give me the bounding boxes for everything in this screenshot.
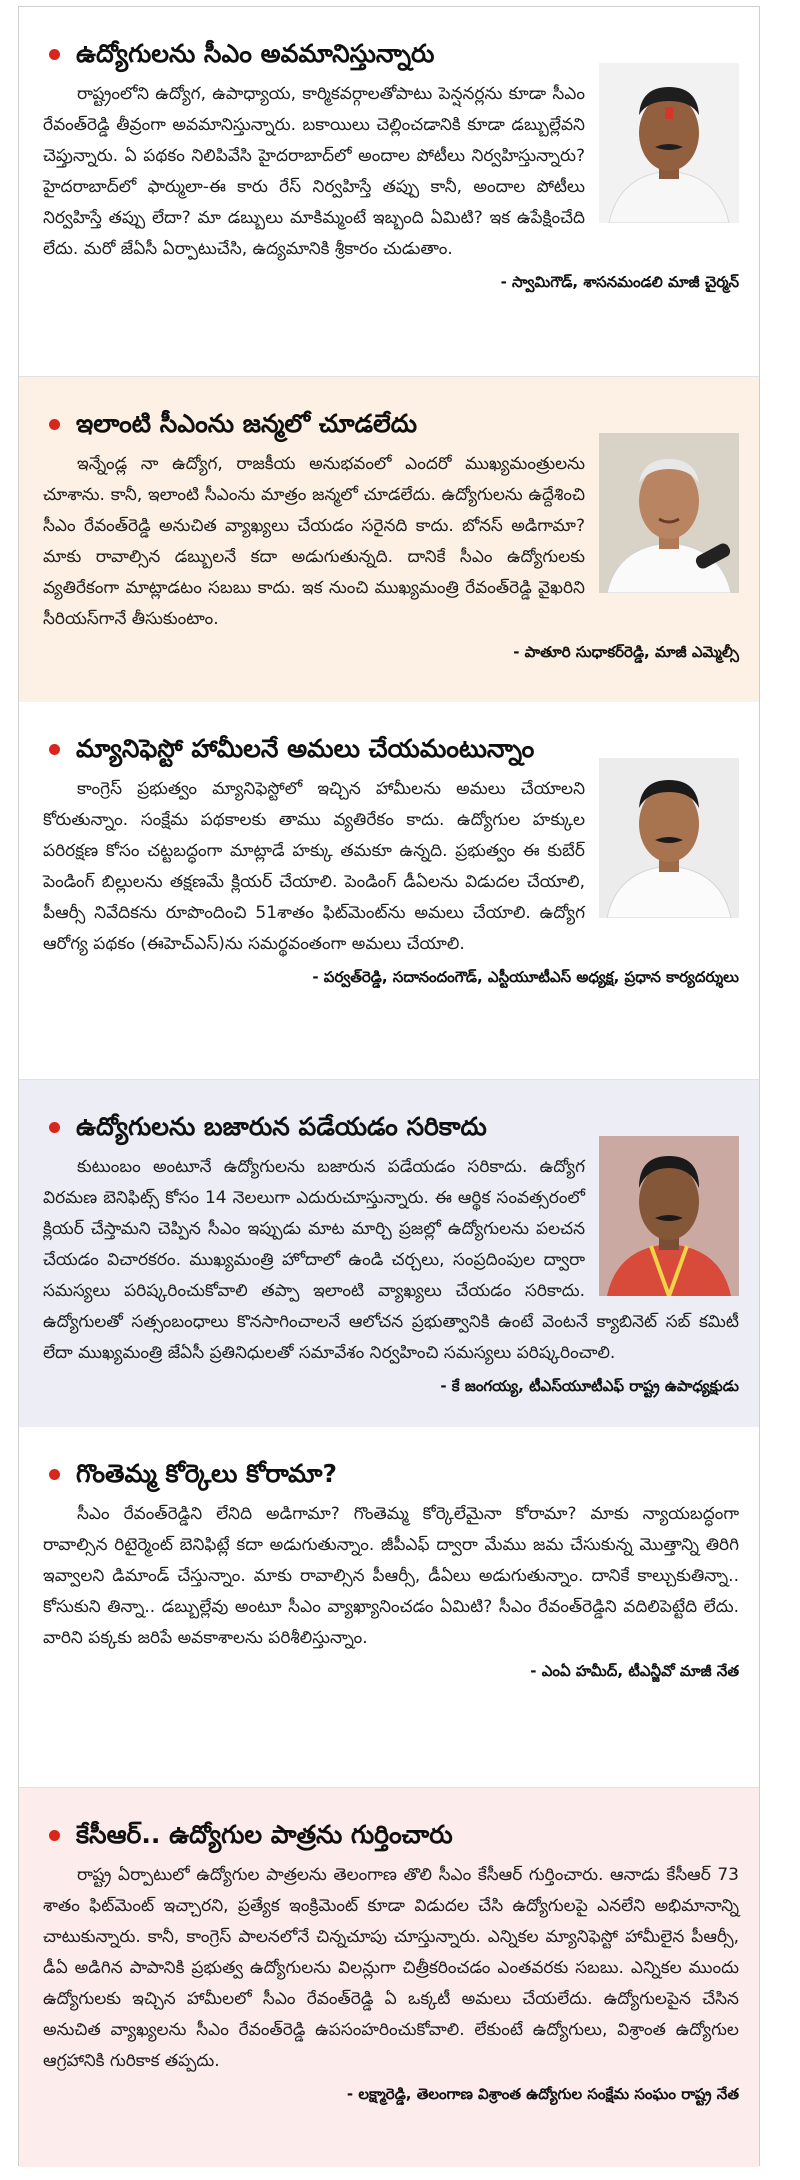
article-signature: - కే జంగయ్య, టీఎస్‌యూటీఎఫ్ రాష్ట్ర ఉపాధ్యక్షుడు	[440, 1377, 739, 1395]
article-block-3	[19, 702, 759, 1080]
article-signature: - స్వామిగౌడ్, శాసనమండలి మాజీ చైర్మన్	[500, 273, 739, 291]
article-heading-text: కేసీఆర్.. ఉద్యోగుల పాత్రను గుర్తించారు	[76, 1820, 453, 1849]
article-block-5	[19, 1427, 759, 1788]
article-body	[43, 1860, 739, 2077]
article-body-text: రాష్ట్ర ఏర్పాటులో ఉద్యోగుల పాత్రలను తెలంగాణ తొలి సీఎం కేసీఆర్ గుర్తించారు. ఆనాడు కేసీఆర్ 73 శాతం ఫిట్‌మెంట్ ఇచ్చారని, ప్రత్యేక ఇంక్రిమెంట్ కూడా విడుదల చేసి ఉద్యోగులపై ఎనలేని అభిమానాన్ని చాటుకున్నారు. కానీ, కాంగ్రెస్ పాలనలోనే చిన్నచూపు చూస్తున్నారు. ఎన్నికల మ్యానిఫెస్టో హామీలైన పీఆర్సీ, డీఏ అడిగిన పాపానికి ప్రభుత్వ ఉద్యోగులను విలన్లుగా చిత్రీకరించడం ఎంతవరకు సబబు. ఎన్నికల ముందు ఉద్యోగులకు ఇచ్చిన హామీలలో సీఎం రేవంత్‌రెడ్డి ఏ ఒక్కటీ అమలు చేయలేదు. ఉద్యోగులపైన చేసిన అనుచిత వ్యాఖ్యలను సీఎం రేవంత్‌రెడ్డి ఉపసంహరించుకోవాలి. లేకుంటే ఉద్యోగులు, విశ్రాంత ఉద్యోగుల ఆగ్రహానికి గురికాక తప్పదు.	[43, 1865, 739, 2071]
article-heading-text: మ్యానిఫెస్టో హామీలనే అమలు చేయమంటున్నాం	[76, 734, 535, 763]
article-block-2	[19, 377, 759, 702]
red-bullet-icon	[49, 744, 60, 755]
red-bullet-icon	[49, 1469, 60, 1480]
article-body-text: కుటుంబం అంటూనే ఉద్యోగులను బజారున పడేయడం సరికాదు. ఉద్యోగ విరమణ బెనిఫిట్స్ కోసం 14 నెలలుగా ఎదురుచూస్తున్నారు. ఈ ఆర్థిక సంవత్సరంలో క్లియర్ చేస్తామని చెప్పిన సీఎం ఇప్పుడు మాట మార్చి ప్రజల్లో ఉద్యోగులను పలచన చేయడం విచారకరం. ముఖ్యమంత్రి హోదాలో ఉండి చర్చలు, సంప్రదింపుల ద్వారా సమస్యలు పరిష్కరించుకోవాలి తప్పా ఇలాంటి వ్యాఖ్యలు చేయడం సరికాదు. ఉద్యోగులతో సత్సంబంధాలు కొనసాగించాలనే ఆలోచన ప్రభుత్వానికి ఉంటే వెంటనే క్యాబినెట్ సబ్ కమిటీ లేదా ముఖ్యమంత్రి జేఏసీ ప్రతినిధులతో సమావేశం నిర్వహించి సమస్యలు పరిష్కరించాలి.	[43, 1157, 739, 1363]
article-heading-text: ఇలాంటి సీఎంను జన్మలో చూడలేదు	[76, 409, 418, 438]
article-block-6	[19, 1788, 759, 2167]
news-page	[18, 6, 760, 2166]
speaker-photo	[599, 1136, 739, 1296]
article-heading-text: గొంతెమ్మ కోర్కెలు కోరామా?	[76, 1459, 338, 1488]
article-body-text: సీఎం రేవంత్‌రెడ్డిని లేనిది అడిగామా? గొంతెమ్మ కోర్కెలేమైనా కోరామా? మాకు న్యాయబద్ధంగా రావాల్సిన రిటైర్మెంట్ బెనిఫిట్లే కదా అడుగుతున్నాం. జీపీఎఫ్ ద్వారా మేము జమ చేసుకున్న మొత్తాన్ని తిరిగి ఇవ్వాలని డిమాండ్ చేస్తున్నాం. మాకు రావాల్సిన పీఆర్సీ, డీఏలు అడుగుతున్నాం. దానికే కాల్చుకుతిన్నా.. కోసుకుని తిన్నా.. డబ్బుల్లేవు అంటూ సీఎం వ్యాఖ్యానించడం ఏమిటి? సీఎం రేవంత్‌రెడ్డిని వదిలిపెట్టేది లేదు. వారిని పక్కకు జరిపే అవకాశాలను పరిశీలిస్తున్నాం.	[43, 1504, 739, 1648]
article-body-text: కాంగ్రెస్ ప్రభుత్వం మ్యానిఫెస్టోలో ఇచ్చిన హామీలను అమలు చేయాలని కోరుతున్నాం. సంక్షేమ పథకాలకు తాము వ్యతిరేకం కాదు. ఉద్యోగుల హక్కుల పరిరక్షణ కోసం చట్టబద్ధంగా మాట్లాడే హక్కు తమకూ ఉన్నది. ప్రభుత్వం ఈ కుబేర్ పెండింగ్ బిల్లులను తక్షణమే క్లియర్ చేయాలి. పెండింగ్ డీఏలను విడుదల చేయాలి, పీఆర్సీ నివేదికను రూపొందించి 51శాతం ఫిట్‌మెంట్‌ను అమలు చేయాలి. ఉద్యోగ ఆరోగ్య పథకం (ఈహెచ్‌ఎస్)ను సమర్థవంతంగా అమలు చేయాలి.	[43, 779, 585, 954]
article-heading	[43, 1457, 739, 1491]
article-signature: - పాతూరి సుధాకర్‌రెడ్డి, మాజీ ఎమ్మెల్సీ	[513, 643, 739, 661]
speaker-photo	[599, 758, 739, 918]
red-bullet-icon	[49, 1122, 60, 1133]
red-bullet-icon	[49, 419, 60, 430]
article-heading-text: ఉద్యోగులను సీఎం అవమానిస్తున్నారు	[76, 39, 435, 68]
red-bullet-icon	[49, 49, 60, 60]
article-heading	[43, 1818, 739, 1852]
article-body-text: ఇన్నేండ్ల నా ఉద్యోగ, రాజకీయ అనుభవంలో ఎందరో ముఖ్యమంత్రులను చూశాను. కానీ, ఇలాంటి సీఎంను మాత్రం జన్మలో చూడలేదు. ఉద్యోగులను ఉద్దేశించి సీఎం రేవంత్‌రెడ్డి అనుచిత వ్యాఖ్యలు చేయడం సరైనది కాదు. బోనస్ అడిగామా? మాకు రావాల్సిన డబ్బులనే కదా అడుగుతున్నది. దానికే సీఎం ఉద్యోగులకు వ్యతిరేకంగా మాట్లాడటం సబబు కాదు. ఇక నుంచి ముఖ్యమంత్రి రేవంత్‌రెడ్డి వైఖరిని సీరియస్‌గానే తీసుకుంటాం.	[43, 454, 585, 629]
article-signature: - లక్ష్మారెడ్డి, తెలంగాణ విశ్రాంత ఉద్యోగుల సంక్షేమ సంఘం రాష్ట్ర నేత	[346, 2085, 739, 2103]
red-bullet-icon	[49, 1830, 60, 1841]
article-block-4	[19, 1080, 759, 1427]
article-block-1	[19, 7, 759, 377]
article-signature: - ఎంఏ హమీద్, టీఎన్జీవో మాజీ నేత	[530, 1662, 739, 1680]
article-signature: - పర్వత్‌రెడ్డి, సదానందంగౌడ్, ఎస్టీయూటీఎస్ అధ్యక్ష, ప్రధాన కార్యదర్శులు	[312, 968, 739, 986]
article-body	[43, 1499, 739, 1654]
article-body-text: రాష్ట్రంలోని ఉద్యోగ, ఉపాధ్యాయ, కార్మికవర్గాలతోపాటు పెన్షనర్లను కూడా సీఎం రేవంత్‌రెడ్డి తీవ్రంగా అవమానిస్తున్నారు. బకాయిలు చెల్లించడానికి కూడా డబ్బుల్లేవని చెప్తున్నారు. ఏ పథకం నిలిపివేసి హైదరాబాద్‌లో అందాల పోటీలు నిర్వహిస్తున్నారు? హైదరాబాద్‌లో ఫార్ములా-ఈ కారు రేస్ నిర్వహిస్తే తప్పు కానీ, అందాల పోటీలు నిర్వహిస్తే తప్పు లేదా? మా డబ్బులు మాకిమ్మంటే ఇబ్బంది ఏమిటి? ఇక ఉపేక్షించేది లేదు. మరో జేఏసీ ఏర్పాటుచేసి, ఉద్యమానికి శ్రీకారం చుడుతాం.	[43, 84, 585, 259]
speaker-photo	[599, 433, 739, 593]
speaker-photo	[599, 63, 739, 223]
article-heading-text: ఉద్యోగులను బజారున పడేయడం సరికాదు	[76, 1112, 487, 1141]
